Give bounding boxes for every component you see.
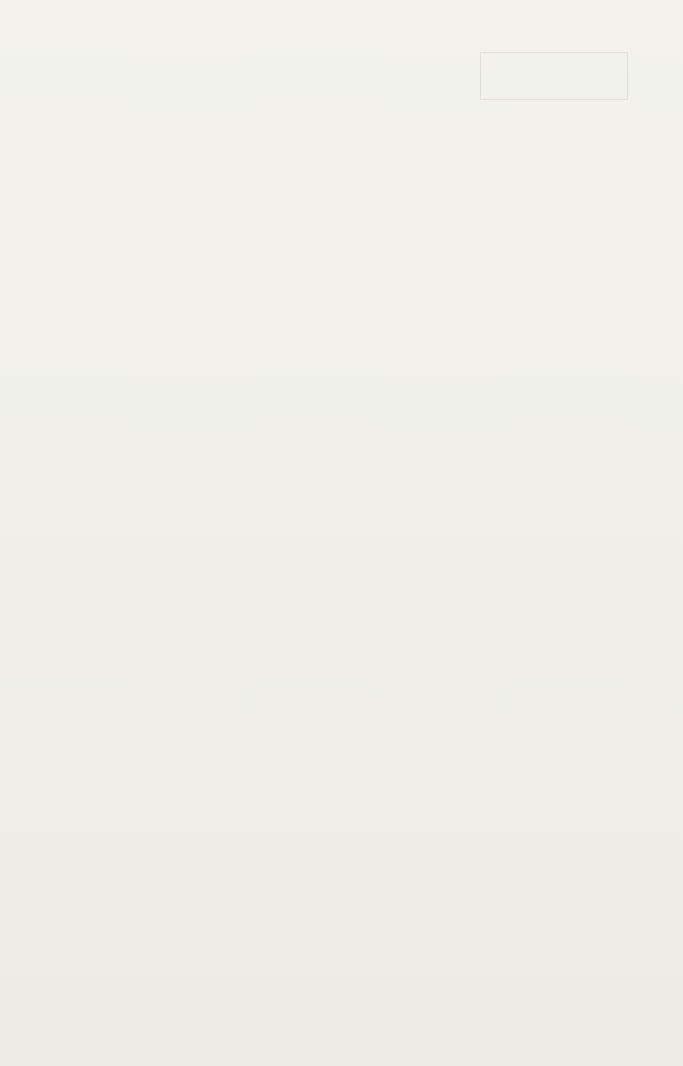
bleed-author-line [0, 730, 683, 752]
bleed-through-text [0, 730, 683, 984]
bleed-credit-line [0, 814, 683, 836]
table-of-contents [17, 72, 599, 92]
bleed-imprint-line [0, 966, 683, 984]
bleed-credit-line [0, 836, 683, 858]
bleed-book-title [0, 752, 683, 792]
bleed-imprint-line [0, 912, 683, 930]
bleed-credit-line [0, 792, 683, 814]
bleed-imprint-line [0, 930, 683, 948]
bleed-credit-line [0, 858, 683, 880]
bleed-imprint-line [0, 948, 683, 966]
